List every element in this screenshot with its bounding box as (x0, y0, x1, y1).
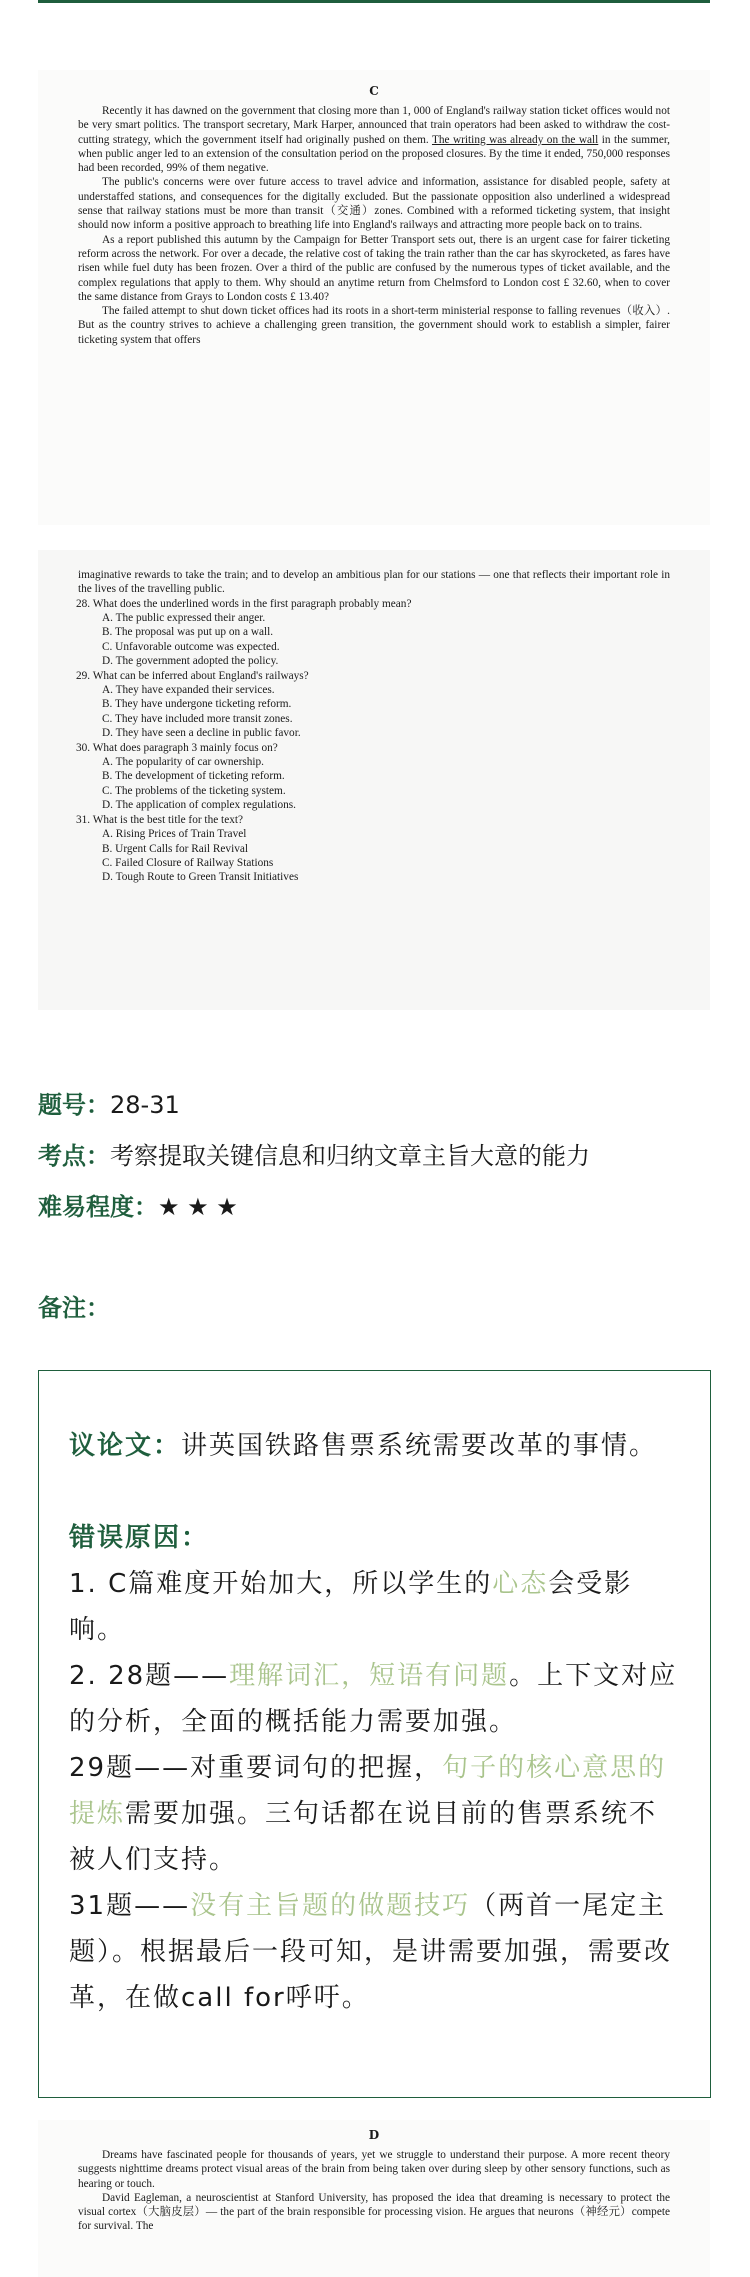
question-stem: 30. What does paragraph 3 mainly focus on? (76, 741, 278, 754)
option-a: A. The public expressed their anger. (102, 612, 266, 624)
paragraph-4: The failed attempt to shut down ticket offices had its roots in a short-term ministerial response to falling revenues（收入）. But as the country strives to achieve a challenging green transition, the government should work to establish a simpler, fairer ticketing system that offers (78, 305, 670, 346)
reason-text: 31题—— (69, 1891, 191, 1921)
passage-letter: C (369, 84, 379, 98)
passage-c-scan (38, 70, 710, 525)
reason-4 (69, 1883, 680, 2021)
top-divider (38, 0, 710, 3)
error-reason-label: 错误原因： (69, 1523, 210, 1553)
paragraph-2: The public's concerns were over future access to travel advice and information, assistance for disabled people, safety at understaffed stations, and consequences for the digitally excluded. But the passionate opposition also underlined a widespread sense that railway stations must be more than transit（交通）zones. Combined with a reformed ticketing system, that insight should now inform a positive approach to breathing life into England's railways and attracting more people back on to trains. (78, 176, 670, 232)
reason-text: （两首一尾定主题）。根据最后一段可知，是讲需要加强，需要改革，在做call for呼吁。 (69, 1891, 673, 2013)
difficulty-stars: ★ ★ ★ (158, 1193, 238, 1221)
option-d: D. Tough Route to Green Transit Initiatives (102, 871, 299, 884)
question-29 (38, 669, 710, 741)
option-b: B. They have undergone ticketing reform. (102, 698, 292, 711)
question-28 (38, 597, 710, 669)
question-30 (38, 741, 710, 813)
genre-text: 讲英国铁路售票系统需要改革的事情。 (181, 1431, 658, 1461)
question-number-row (38, 1085, 180, 1120)
underlined-phrase: The writing was already on the wall (431, 133, 599, 146)
difficulty-label: 难易程度： (38, 1193, 158, 1221)
question-number-label: 题号： (38, 1091, 110, 1119)
test-point-label: 考点： (38, 1142, 110, 1170)
note-label: 备注： (38, 1294, 110, 1322)
option-d: D. They have seen a decline in public favor. (102, 727, 301, 740)
analysis-note-box (38, 1370, 711, 2098)
reason-text: 需要加强。三句话都在说目前的售票系统不被人们支持。 (69, 1799, 658, 1875)
option-c: C. They have included more transit zones. (102, 712, 293, 725)
reason-text: 。上下文对应的分析，全面的概括能力需要加强。 (69, 1661, 678, 1737)
genre-label: 议论文： (69, 1431, 182, 1461)
question-stem: 28. What does the underlined words in the first paragraph probably mean? (76, 597, 412, 610)
difficulty-row (38, 1187, 238, 1222)
note-row (38, 1288, 110, 1323)
option-d: D. The government adopted the policy. (102, 655, 279, 668)
question-stem: 31. What is the best title for the text? (76, 813, 244, 826)
option-b: B. The proposal was put up on a wall. (102, 626, 274, 639)
paragraph-1-text-a: Recently it has dawned on the government that closing more than 1, 000 of England's railway station ticket offices would not be very smart politics. The transport secretary, Mark Harper, announced that train operators had been asked to withdraw the cost-cutting strategy, which the government itself had originally pushed on them. (78, 105, 670, 146)
paragraph-3: As a report published this autumn by the Campaign for Better Transport sets out, there is an urgent case for fairer ticketing reform across the network. For over a decade, the relative cost of taking the train rather than the car has skyrocketed, as fares have risen while fuel duty has been frozen. Over a third of the public are confused by the numerous types of ticket available, and the complex regulations that apply to them. Why should an anytime return from Chelmsford to London cost £ 32.60, when to cover the same distance from Grays to London costs £ 13.40? (78, 233, 670, 303)
question-31 (38, 813, 710, 885)
highlight-text: 没有主旨题的做题技巧 (190, 1891, 471, 1921)
paragraph-4-continued: imaginative rewards to take the train; and to develop an ambitious plan for our stations — one that reflects their important role in the lives of the travelling public. (78, 569, 670, 596)
option-a: A. The popularity of car ownership. (102, 756, 264, 769)
genre-line (69, 1423, 680, 1469)
paragraph-1-text-b: in the summer, when public anger led to an extension of the consultation period on the proposed closures. By the time it ended, 750,000 responses had been recorded, 99% of them negative. (78, 133, 671, 175)
paragraph-1: Dreams have fascinated people for thousands of years, yet we struggle to understand their purpose. A more recent theory suggests nighttime dreams protect visual areas of the brain from being taken over during sleep by other sensory functions, such as hearing or touch. (78, 2149, 670, 2190)
option-d: D. The application of complex regulations. (102, 799, 296, 812)
option-a: A. They have expanded their services. (102, 684, 275, 697)
reason-1 (69, 1561, 680, 1653)
reason-text: 2. 28题—— (69, 1661, 230, 1691)
reason-text: 1. C篇难度开始加大，所以学生的 (69, 1569, 493, 1599)
reason-3 (69, 1745, 680, 1883)
option-c: C. Failed Closure of Railway Stations (102, 856, 274, 869)
option-b: B. Urgent Calls for Rail Revival (102, 842, 249, 855)
passage-letter: D (368, 2128, 380, 2142)
option-a: A. Rising Prices of Train Travel (102, 828, 247, 841)
questions-scan (38, 550, 710, 1010)
option-c: C. Unfavorable outcome was expected. (102, 640, 280, 653)
highlight-text: 心态 (492, 1569, 549, 1599)
question-number-value: 28-31 (110, 1091, 180, 1119)
reason-text: 会受影响。 (69, 1569, 633, 1645)
reason-2 (69, 1653, 680, 1745)
paragraph-2: David Eagleman, a neuroscientist at Stanford University, has proposed the idea that dreaming is necessary to protect the visual cortex（大脑皮层）— the part of the brain responsible for processing vision. He argues that neurons（神经元）compete for survival. The (78, 2191, 670, 2233)
option-b: B. The development of ticketing reform. (102, 770, 285, 783)
paragraph-1 (78, 104, 670, 175)
reason-text: 29题——对重要词句的把握， (69, 1753, 443, 1783)
test-point-value: 考察提取关键信息和归纳文章主旨大意的能力 (110, 1142, 590, 1170)
highlight-text: 理解词汇，短语有问题 (229, 1661, 510, 1691)
option-c: C. The problems of the ticketing system. (102, 784, 286, 797)
test-point-row (38, 1136, 590, 1171)
passage-d-scan (38, 2120, 710, 2277)
highlight-text: 句子的核心意思的提炼 (69, 1753, 667, 1829)
question-stem: 29. What can be inferred about England's railways? (76, 669, 309, 682)
